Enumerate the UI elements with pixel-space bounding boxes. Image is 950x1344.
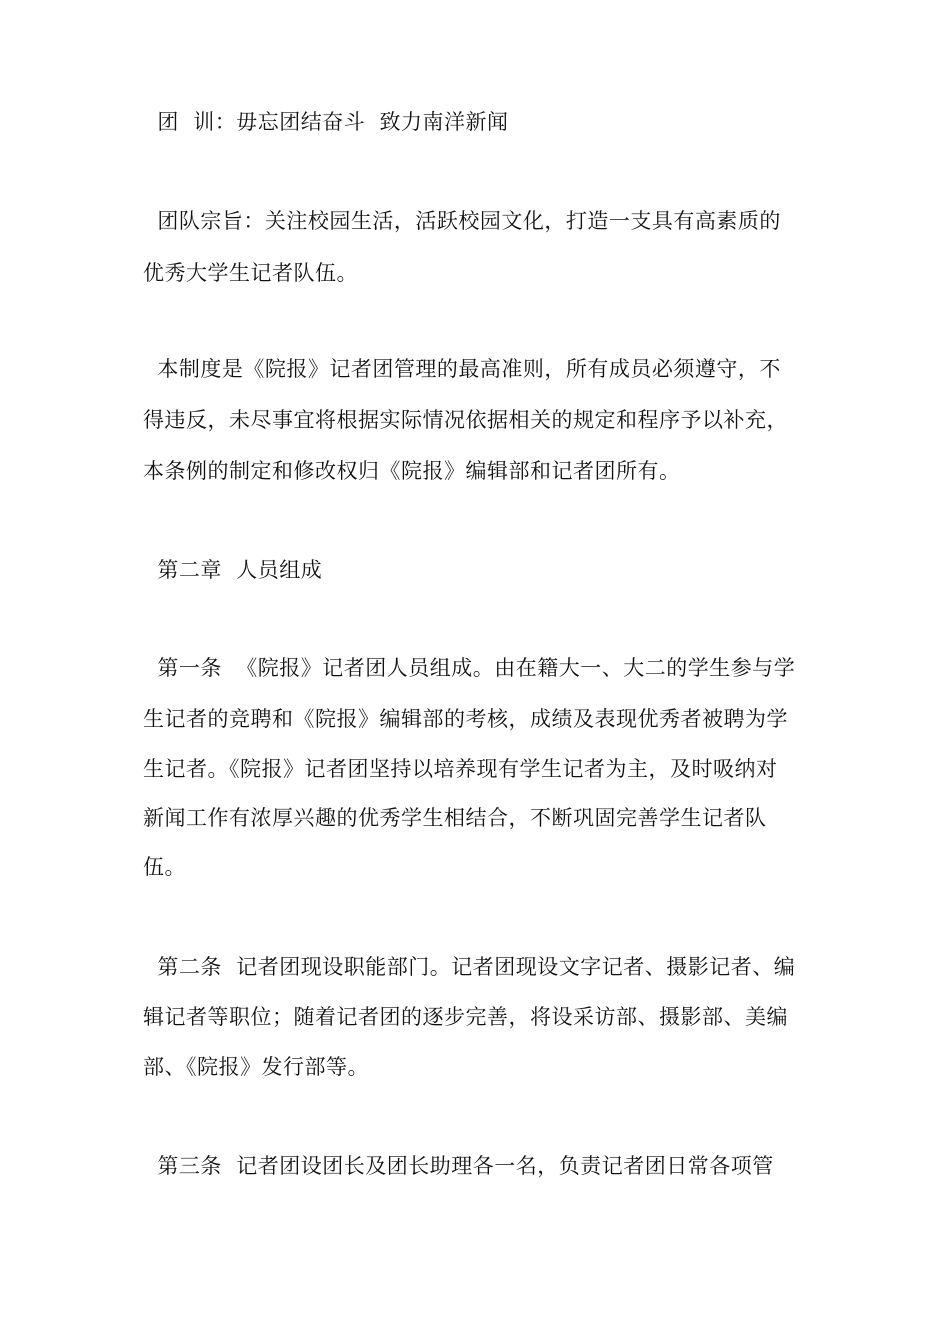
article-2-line-1: 第二条 记者团现设职能部门。记者团现设文字记者、摄影记者、编 xyxy=(143,955,796,979)
article-1-line-3: 生记者。《院报》记者团坚持以培养现有学生记者为主，及时吸纳对 xyxy=(143,757,778,781)
rule-preamble-line-2: 得违反，未尽事宜将根据实际情况依据相关的规定和程序予以补充， xyxy=(143,408,788,432)
mission-line-1: 团队宗旨：关注校园生活，活跃校园文化，打造一支具有高素质的 xyxy=(143,209,781,233)
motto-line: 团 训：毋忘团结奋斗 致力南洋新闻 xyxy=(143,110,509,134)
mission-line-2: 优秀大学生记者队伍。 xyxy=(143,261,358,285)
rule-preamble-line-1: 本制度是《院报》记者团管理的最高准则，所有成员必须遵守，不 xyxy=(143,357,781,381)
article-2-line-3: 部、《院报》发行部等。 xyxy=(143,1055,369,1079)
article-1-line-4: 新闻工作有浓厚兴趣的优秀学生相结合，不断巩固完善学生记者队 xyxy=(143,806,767,830)
article-1-line-5: 伍。 xyxy=(143,855,186,879)
rule-preamble-line-3: 本条例的制定和修改权归《院报》编辑部和记者团所有。 xyxy=(143,459,681,483)
chapter-heading: 第二章 人员组成 xyxy=(143,558,323,582)
article-1-line-1: 第一条 《院报》记者团人员组成。由在籍大一、大二的学生参与学 xyxy=(143,656,796,680)
article-2-line-2: 辑记者等职位；随着记者团的逐步完善，将设采访部、摄影部、美编 xyxy=(143,1005,788,1029)
article-3-line-1: 第三条 记者团设团长及团长助理各一名，负责记者团日常各项管 xyxy=(143,1154,774,1178)
article-1-line-2: 生记者的竞聘和《院报》编辑部的考核，成绩及表现优秀者被聘为学 xyxy=(143,707,788,731)
